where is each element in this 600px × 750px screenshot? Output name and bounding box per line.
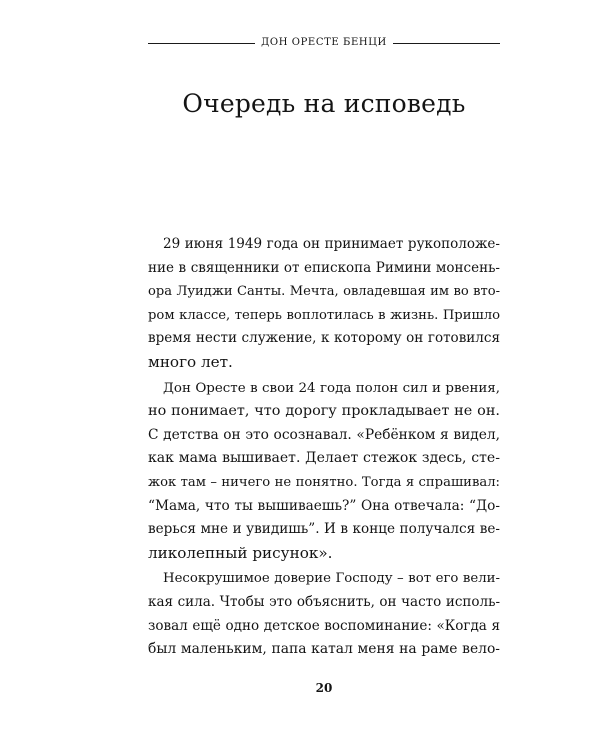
running-header-text: ДОН ОРЕСТЕ БЕНЦИ [261,37,387,48]
header-rule-left [148,43,255,44]
text-line: жок там – ничего не понятно. Тогда я спрашивал: [148,474,500,490]
text-line: ние в священники от епископа Римини монсень- [148,259,500,276]
text-line: ликолепный рисунок». [148,543,333,562]
text-line: много лет. [148,352,233,371]
text-line: но понимает, что дорогу прокладывает не он. [148,403,500,420]
header-rule-right [393,43,500,44]
paragraph [148,233,500,375]
body-text [148,233,500,662]
text-line: ора Луиджи Санты. Мечта, овладевшая им во вто- [148,284,500,300]
page-number: 20 [315,681,333,695]
running-header [148,35,500,51]
chapter-title: Очередь на исповедь [182,89,466,118]
text-line: ром классе, теперь воплотилась в жизнь. Пришло [148,307,500,323]
text-line: верься мне и увидишь”. И в конце получался ве- [148,521,500,538]
text-line: как мама вышивает. Делает стежок здесь, сте- [148,450,500,467]
text-line: Несокрушимое доверие Господу – вот его вели- [163,571,500,587]
text-line: С детства он это осознавал. «Ребёнком я видел, [148,426,500,443]
paragraph [148,377,500,566]
text-line: “Мама, что ты вышиваешь?” Она отвечала: “До- [148,497,500,514]
paragraph [148,567,500,661]
text-line: кая сила. Чтобы это объяснить, он часто исполь- [148,593,500,610]
text-line: время нести служение, к которому он готовился [148,330,500,347]
text-line: зовал ещё одно детское воспоминание: «Когда я [148,617,500,634]
text-line: 29 июня 1949 года он принимает рукоположе- [163,236,500,252]
text-line: был маленьким, папа катал меня на раме вело- [148,641,500,658]
text-line: Дон Оресте в свои 24 года полон сил и рвения, [163,380,500,396]
